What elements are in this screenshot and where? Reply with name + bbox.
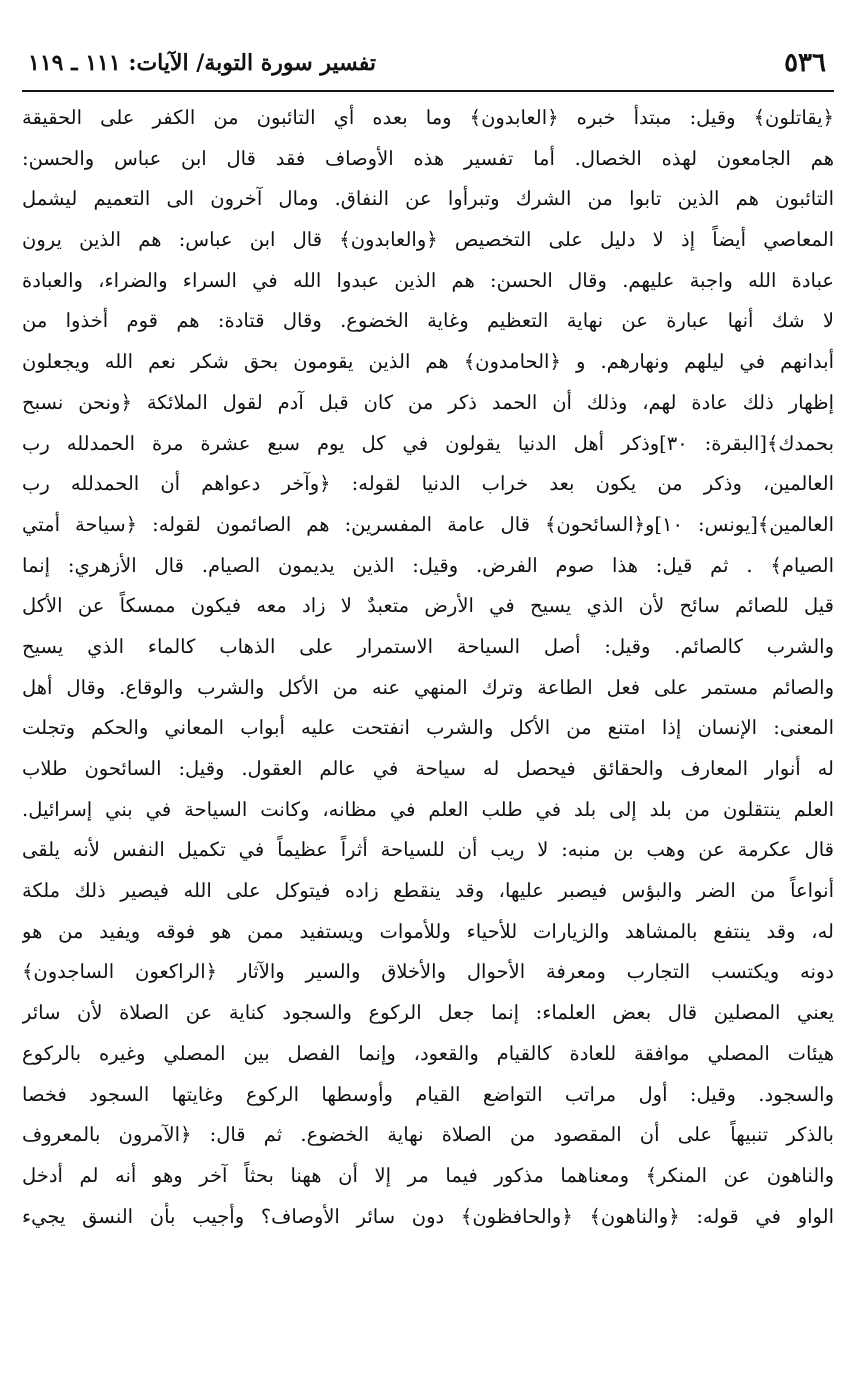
text-line: قيل للصائم سائح لأن الذي يسيح في الأرض متعبدٌ لا زاد معه فيكون ممسكاً عن الأكل bbox=[22, 594, 834, 618]
text-line: والشرب كالصائم. وقيل: أصل السياحة الاستمرار على الذهاب كالماء الذي يسيح bbox=[22, 634, 834, 658]
text-line: العالمين، وذكر من يكون بعد خراب الدنيا لقوله: ﴿وآخر دعواهم أن الحمدلله رب bbox=[22, 472, 834, 496]
text-line: هيئات المصلي موافقة للعادة كالقيام والقعود، وإنما الفصل بين المصلي وغيره بالركوع bbox=[22, 1041, 834, 1065]
text-line: التائبون هم الذين تابوا من الشرك وتبرأوا عن النفاق. ومال آخرون الى التعميم ليشمل bbox=[22, 187, 834, 211]
text-line: الصيام﴾ . ثم قيل: هذا صوم الفرض. وقيل: الذين يديمون الصيام. قال الأزهري: إنما bbox=[22, 553, 834, 577]
text-line: دونه ويكتسب التجارب ومعرفة الأحوال والأخلاق والسير والآثار ﴿الراكعون الساجدون﴾ bbox=[22, 960, 834, 984]
text-line: قال عكرمة عن وهب بن منبه: لا ريب أن للسياحة أثراً عظيماً في تكميل النفس لأنه يلقى bbox=[22, 838, 834, 862]
text-line: أبدانهم في ليلهم ونهارهم. و ﴿الحامدون﴾ هم الذين يقومون بحق شكر نعم الله ويجعلون bbox=[22, 350, 834, 374]
text-line: الواو في قوله: ﴿والناهون﴾ ﴿والحافظون﴾ دون سائر الأوصاف؟ وأجيب بأن النسق يجيء bbox=[22, 1204, 834, 1228]
text-line: عبادة الله واجبة عليهم. وقال الحسن: هم الذين عبدوا الله في السراء والضراء، والعبادة bbox=[22, 268, 834, 292]
text-line: أنواعاً من الضر والبؤس فيصبر عليها، وقد ينقطع زاده فيتوكل على الله فيصير ذلك ملكة bbox=[22, 879, 834, 903]
text-line: إظهار ذلك عادة لهم، وذلك أن الحمد ذكر من كان قبل آدم لقول الملائكة ﴿ونحن نسبح bbox=[22, 390, 834, 414]
text-line: بالذكر تنبيهاً على أن المقصود من الصلاة نهاية الخضوع. ثم قال: ﴿الآمرون بالمعروف bbox=[22, 1123, 834, 1147]
page-number: ٥٣٦ bbox=[784, 48, 826, 78]
text-line: العالمين﴾[يونس: ١٠]و﴿السائحون﴾ قال عامة المفسرين: هم الصائمون لقوله: ﴿سياحة أمتي bbox=[22, 512, 834, 536]
text-line: والصائم مستمر على فعل الطاعة وترك المنهي عنه من الأكل والشرب والوقاع. وقال أهل bbox=[22, 675, 834, 699]
text-line: يعني المصلين قال بعض العلماء: إنما جعل الركوع والسجود كناية عن الصلاة لأن سائر bbox=[22, 1001, 834, 1025]
header-rule bbox=[22, 90, 834, 92]
text-line: المعنى: الإنسان إذا امتنع من الأكل والشرب انفتحت عليه أبواب المعاني والحكم وتجلت bbox=[22, 716, 834, 740]
text-line: لا شك أنها عبارة عن نهاية التعظيم وغاية الخضوع. وقال قتادة: هم قوم أخذوا من bbox=[22, 309, 834, 333]
body-text bbox=[22, 98, 834, 1237]
text-line: المعاصي أيضاً إذ لا دليل على التخصيص ﴿والعابدون﴾ قال ابن عباس: هم الذين يرون bbox=[22, 228, 834, 252]
text-line: والسجود. وقيل: أول مراتب التواضع القيام وأوسطها الركوع وغايتها السجود فخصا bbox=[22, 1082, 834, 1106]
text-line: له أنوار المعارف والحقائق فيحصل له سياحة في عالم العقول. وقيل: السائحون طلاب bbox=[22, 757, 834, 780]
text-line: والناهون عن المنكر﴾ ومعناهما مذكور فيما مر إلا أن ههنا بحثاً آخر وهو أنه لم أدخل bbox=[22, 1163, 834, 1187]
text-line: له، وقد ينتفع بالمشاهد والزيارات للأحياء وللأموات ويستفيد ممن هو فوقه ويفيد من هو bbox=[22, 919, 834, 943]
text-line: هم الجامعون لهذه الخصال. أما تفسير هذه الأوصاف فقد قال ابن عباس والحسن: bbox=[22, 146, 834, 170]
running-title: تفسير سورة التوبة/ الآيات: ١١١ ـ ١١٩ bbox=[28, 50, 377, 76]
text-line: بحمدك﴾[البقرة: ٣٠]وذكر أهل الدنيا يقولون في كل يوم سبع عشرة مرة الحمدلله رب bbox=[22, 431, 834, 455]
text-line: العلم ينتقلون من بلد إلى بلد في طلب العلم في مظانه، وكانت السياحة في بني إسرائيل. bbox=[22, 797, 834, 821]
text-line: ﴿يقاتلون﴾ وقيل: مبتدأ خبره ﴿العابدون﴾ وما بعده أي التائبون من الكفر على الحقيقة bbox=[22, 106, 834, 129]
page-header bbox=[22, 44, 834, 88]
